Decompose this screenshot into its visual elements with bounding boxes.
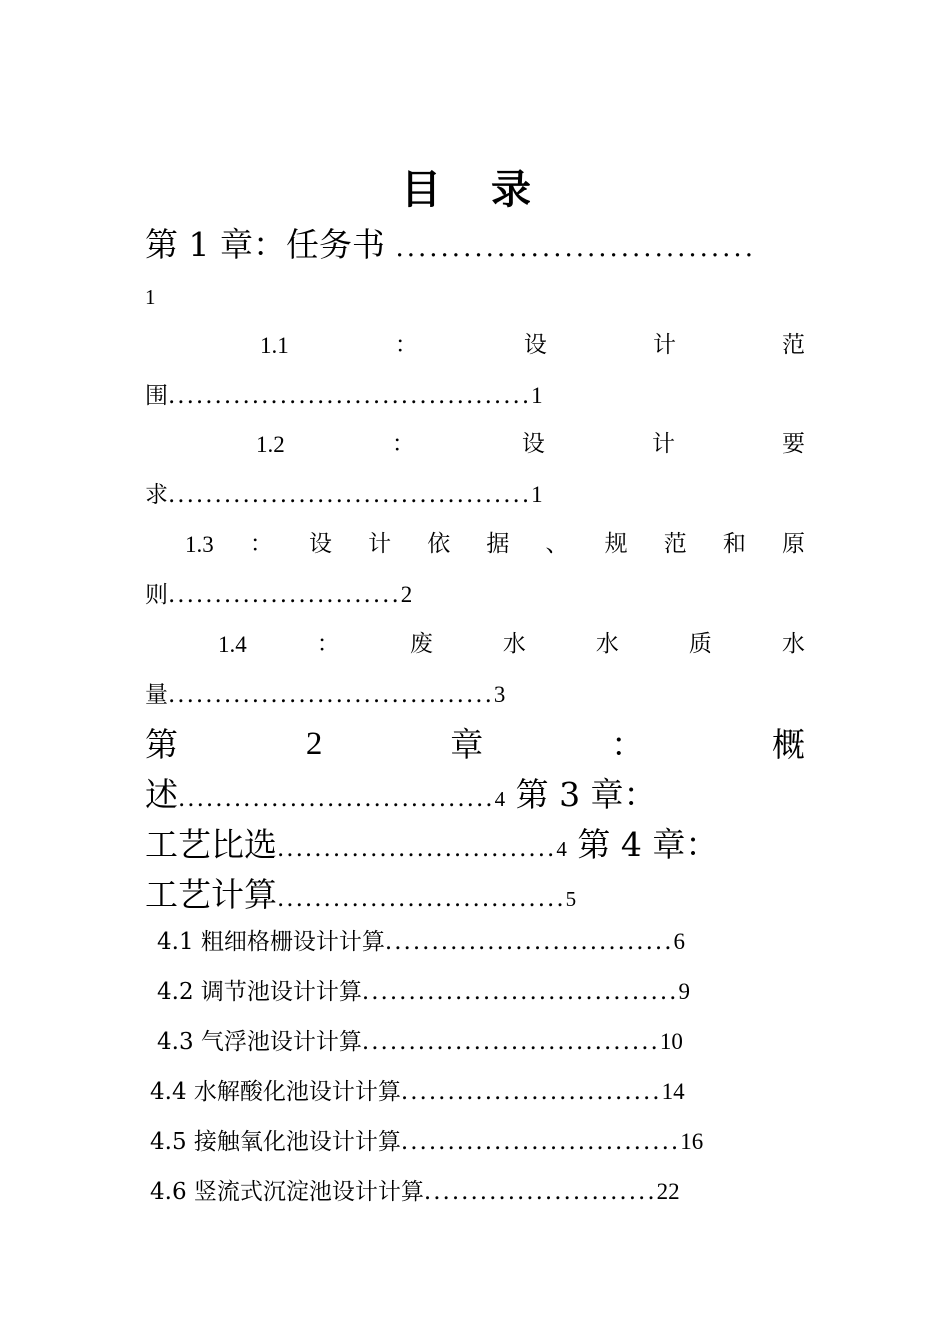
toc-entry-label: 工艺计算 [145,875,277,914]
toc-leader-dots: ....................................... [168,383,532,409]
toc-page-number: 10 [659,1029,683,1054]
char: 要 [782,431,805,457]
toc-entry-4-3 [157,1030,827,1054]
char: 计 [651,431,675,457]
char: 设 [523,332,547,358]
char: 则 [145,582,168,608]
toc-leader-dots: ............................... [384,929,674,955]
char: 水 [502,631,526,657]
toc-entry-ch1 [145,225,815,264]
toc-entry-1-1 [260,334,805,357]
toc-leader-dots: ............................... [277,886,566,912]
toc-entry-label: 第 1 章：任务书 [145,225,385,264]
toc-page-number: 1 [145,285,156,309]
char: 2 [305,726,323,762]
toc-entry-ch4-label: 第 4 章： [577,825,719,864]
char: 水 [781,631,805,657]
char: 依 [427,531,451,557]
char: 原 [782,531,805,557]
toc-entry-1-3 [185,533,805,556]
toc-entry-4-5 [150,1130,820,1154]
toc-leader-dots: ......................... [423,1179,657,1205]
char: 范 [663,531,687,557]
toc-page-number: 3 [493,682,506,707]
toc-entry-ch3 [145,825,835,864]
toc-page-number: 1 [531,482,543,507]
char: 计 [652,332,676,358]
toc-entry-4-2 [157,980,827,1004]
toc-page-number: 1 [531,383,543,408]
toc-leader-dots: .................................. [178,786,495,812]
toc-entry-label: 4.5 接触氧化池设计计算 [150,1129,401,1155]
section-number: 1.3 [185,532,214,557]
toc-page-number: 6 [673,929,686,954]
toc-entry-ch4 [145,875,815,914]
toc-leader-dots: ................................... [168,682,494,708]
toc-entry-ch3-label: 第 3 章： [515,775,657,814]
toc-entry-4-1 [157,930,827,954]
toc-entry-4-4 [150,1080,820,1104]
section-number: 1.1 [260,333,289,358]
char: ： [611,725,645,764]
toc-entry-label: 4.4 水解酸化池设计计算 [150,1079,401,1105]
char: 据 [486,531,510,557]
toc-entry-label: 4.6 竖流式沉淀池设计计算 [150,1179,424,1205]
char: 水 [595,631,619,657]
toc-title: 目 录 [401,166,549,213]
char: 规 [604,531,628,557]
separator: ： [316,631,340,657]
separator: ： [391,431,415,457]
toc-entry-1-4-cont [145,683,815,707]
toc-entry-1-2-cont [145,483,815,507]
char: 废 [409,631,433,657]
toc-page-number: 2 [400,582,413,607]
toc-entry-4-6 [150,1180,820,1204]
toc-leader-dots: ......................... [168,582,401,608]
toc-page-number: 22 [656,1179,680,1204]
toc-entry-1-2 [256,433,805,456]
toc-leader-dots: .............................. [277,836,557,862]
char: 概 [772,725,805,764]
toc-entry-1-1-cont [145,384,815,408]
toc-page-number: 16 [680,1129,704,1154]
char: 述 [145,775,178,814]
toc-leader-dots: .............................. [400,1129,681,1155]
char: 范 [782,332,805,358]
char: 第 [145,725,178,764]
toc-leader-dots: .................................. [361,979,679,1005]
char: 和 [722,531,746,557]
toc-leader-dots: ....................................... [168,482,532,508]
char: 计 [368,531,392,557]
toc-entry-label: 4.2 调节池设计计算 [157,979,362,1005]
toc-page-number: 14 [661,1079,685,1104]
toc-leader-dots: ............................ [400,1079,662,1105]
toc-entry-1-3-cont [145,583,815,607]
char: 章 [450,725,484,764]
toc-leader-dots: ................................ [361,1029,660,1055]
char: 围 [145,383,168,409]
toc-entry-label: 4.3 气浮池设计计算 [157,1029,362,1055]
toc-entry-label: 4.1 粗细格栅设计计算 [157,929,385,955]
char: 设 [521,431,545,457]
char: 设 [309,531,332,557]
section-number: 1.4 [218,632,247,657]
toc-leader-dots: ................................ [395,233,756,263]
toc-entry-1-4 [218,633,805,656]
toc-entry-label: 工艺比选 [145,825,277,864]
section-number: 1.2 [256,432,285,457]
separator: ： [394,332,418,358]
char: 求 [145,482,168,508]
toc-entry-ch2 [145,725,805,764]
toc-page-number: 4 [494,787,506,811]
char: 质 [688,631,712,657]
char: 、 [545,531,569,557]
toc-page-number: 9 [678,979,690,1004]
toc-page-number: 5 [565,887,577,911]
separator: ： [249,531,273,557]
toc-entry-ch2-cont [145,775,815,814]
char: 量 [145,682,168,708]
toc-page-number: 4 [556,837,567,861]
